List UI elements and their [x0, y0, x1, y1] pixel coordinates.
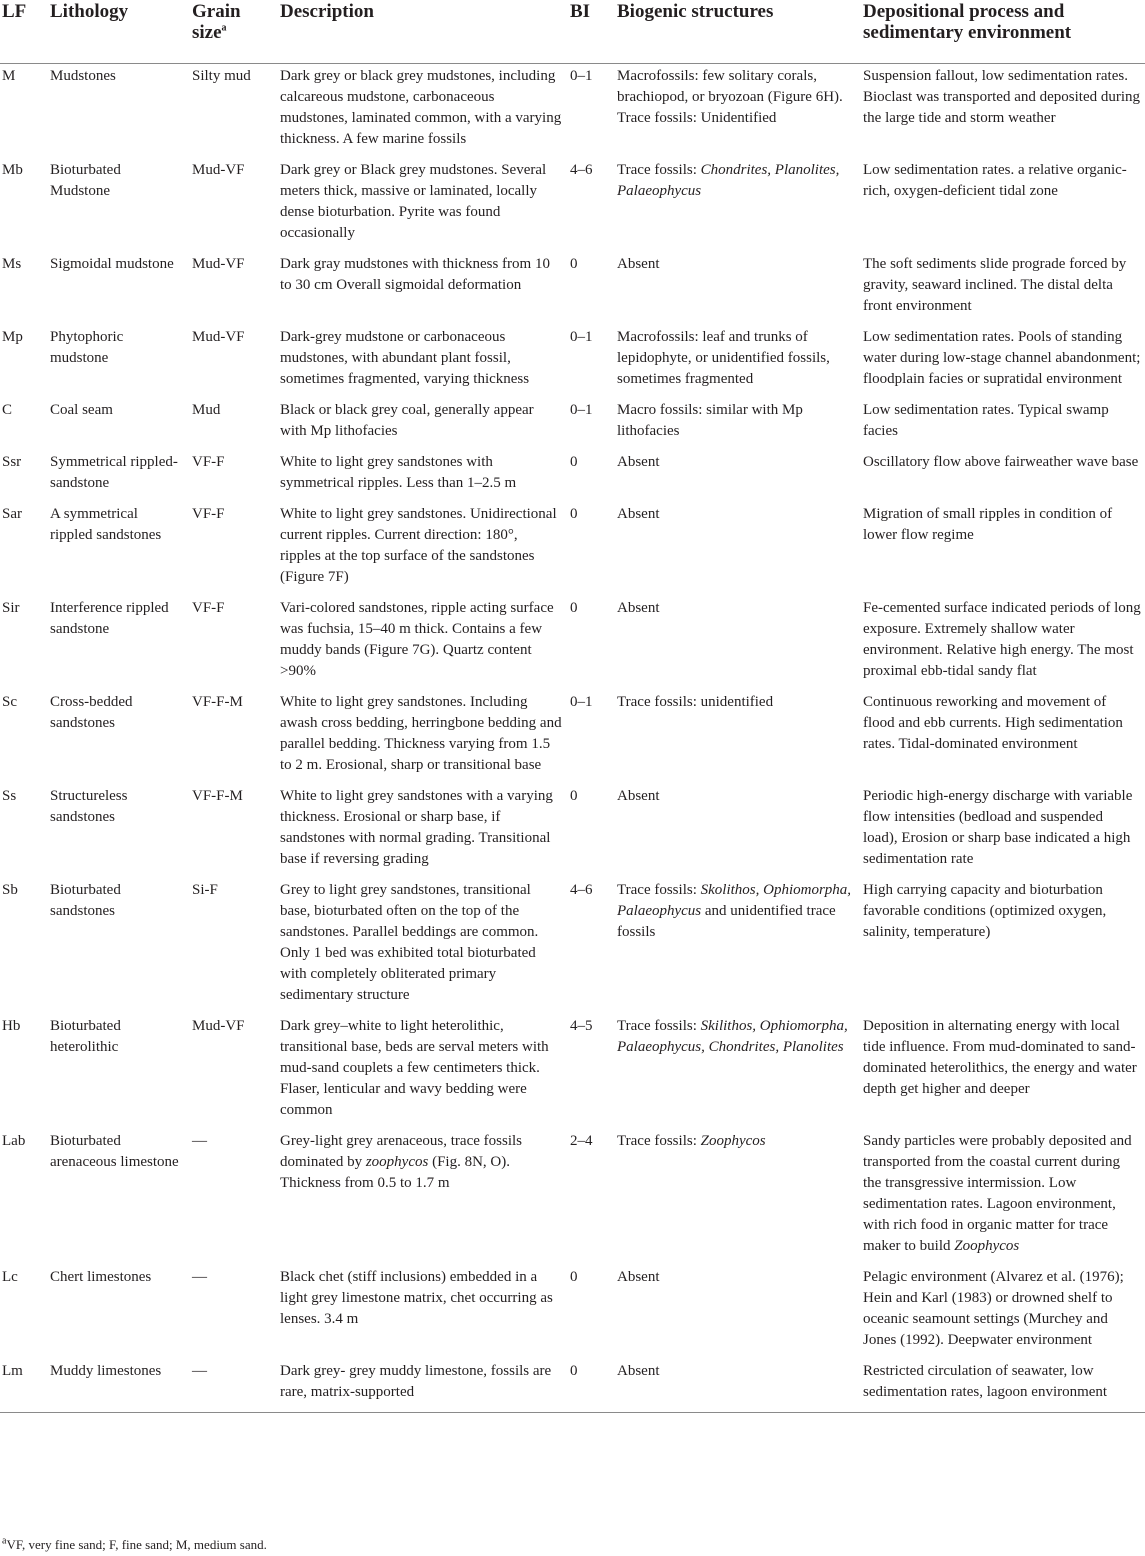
- text-run: Low sedimentation rates. a relative organic-rich, oxygen-deficient tidal zone: [863, 162, 1127, 199]
- cell-depositional-process: [859, 160, 1145, 254]
- text-run: Macrofossils: leaf and trunks of lepidophyte, or unidentified fossils, sometimes fragmented: [617, 329, 830, 387]
- cell-bi: 0–1: [570, 68, 593, 84]
- text-run: Continuous reworking and movement of flood and ebb currents. High sedimentation rates. Tidal-dominated environment: [863, 694, 1123, 752]
- cell-lf: Lc: [2, 1269, 18, 1285]
- cell-depositional-process: [859, 327, 1145, 400]
- text-run: High carrying capacity and bioturbation favorable conditions (optimized oxygen, salinity, temperature): [863, 882, 1107, 940]
- table-row: [0, 598, 1145, 692]
- cell-bi: 4–6: [570, 882, 593, 898]
- italic-text: Skolithos, Ophiomorpha, Palaeophycus: [617, 882, 852, 919]
- cell-bi: 0–1: [570, 402, 593, 418]
- text-run: Trace fossils:: [617, 1133, 701, 1149]
- cell-lf: Lm: [0, 1361, 46, 1413]
- text-run: and unidentified trace fossils: [617, 903, 836, 940]
- cell-lithology: Muddy limestones: [46, 1361, 188, 1413]
- table-row: [0, 400, 1145, 452]
- text-run: Sandy particles were probably deposited and transported from the coastal current during the transgressive intermission. Low sedimentation rates. Lagoon environment, with rich food in organic matter for trace maker to build: [863, 1133, 1132, 1254]
- cell-bi: 0–1: [570, 694, 593, 710]
- cell-lithology: Mudstones: [50, 68, 116, 84]
- cell-description: Black chet (stiff inclusions) embedded in a light grey limestone matrix, chet occurring as lenses. 3.4 m: [280, 1269, 553, 1327]
- italic-text: zoophycos: [365, 1154, 429, 1170]
- cell-description: White to light grey sandstones with symmetrical ripples. Less than 1–2.5 m: [280, 454, 517, 491]
- cell-lithology: Bioturbated heterolithic: [50, 1018, 121, 1055]
- cell-description: Dark gray mudstones with thickness from 10 to 30 cm Overall sigmoidal deformation: [280, 256, 550, 293]
- table-row: [0, 1361, 1145, 1413]
- cell-bi: 0: [570, 600, 578, 616]
- cell-bi: 0: [570, 788, 578, 804]
- cell-lf: Mp: [2, 329, 23, 345]
- cell-bi: 0: [570, 256, 578, 272]
- header-lithology: Lithology: [46, 0, 188, 64]
- cell-lithology: Coal seam: [50, 402, 113, 418]
- cell-bi: 0: [570, 1269, 578, 1285]
- cell-depositional-process: [859, 400, 1145, 452]
- text-run: Deposition in alternating energy with local tide influence. From mud-dominated to sand-dominated heterolithics, the energy and water depth get higher and deeper: [863, 1018, 1137, 1097]
- cell-grain-size: VF-F: [192, 600, 225, 616]
- italic-text: Chondrites, Planolites, Palaeophycus: [617, 162, 840, 199]
- cell-biogenic-structures: [613, 1016, 859, 1131]
- text-run: The soft sediments slide prograde forced by gravity, seaward inclined. The distal delta front environment: [863, 256, 1127, 314]
- text-run: Periodic high-energy discharge with variable flow intensities (bedload and suspended load), Erosion or sharp base indicated a high sedimentation rate: [863, 788, 1133, 867]
- cell-grain-size: Mud-VF: [192, 162, 245, 178]
- text-run: Trace fossils:: [617, 882, 701, 898]
- text-run: Macro fossils: similar with Mp lithofacies: [617, 402, 803, 439]
- cell-description: White to light grey sandstones. Unidirectional current ripples. Current direction: 180°, ripples at the top surface of the sandstones (Figure 7F): [280, 506, 557, 585]
- cell-bi: 0: [570, 506, 578, 522]
- cell-biogenic-structures: [613, 254, 859, 327]
- cell-biogenic-structures: [613, 452, 859, 504]
- cell-biogenic-structures: [613, 880, 859, 1016]
- table-row: [0, 452, 1145, 504]
- cell-lf: C: [2, 402, 13, 418]
- text-run: Absent: [617, 1363, 660, 1379]
- table-row: [0, 692, 1145, 786]
- text-run: Macrofossils: few solitary corals, brachiopod, or bryozoan (Figure 6H). Trace fossils: Unidentified: [617, 68, 843, 126]
- cell-depositional-process: [859, 452, 1145, 504]
- cell-lf: Ss: [2, 788, 17, 804]
- cell-description: Dark grey–white to light heterolithic, transitional base, beds are serval meters with mud-sand couplets a few centimeters thick. Flaser, lenticular and wavy bedding were common: [280, 1018, 549, 1118]
- cell-biogenic-structures: [613, 327, 859, 400]
- cell-lithology: Cross-bedded sandstones: [50, 694, 133, 731]
- table-row: [0, 1016, 1145, 1131]
- cell-lithology: A symmetrical rippled sandstones: [50, 506, 162, 543]
- cell-bi: 0–1: [570, 329, 593, 345]
- cell-biogenic-structures: [613, 1131, 859, 1267]
- italic-text: Zoophycos: [700, 1133, 766, 1149]
- cell-lithology: Interference rippled sandstone: [50, 600, 169, 637]
- cell-depositional-process: [859, 1131, 1145, 1267]
- cell-grain-size: —: [188, 1361, 276, 1413]
- italic-text: Skilithos, Ophiomorpha, Palaeophycus, Chondrites, Planolites: [617, 1018, 848, 1055]
- cell-biogenic-structures: [613, 400, 859, 452]
- cell-description: Vari-colored sandstones, ripple acting surface was fuchsia, 15–40 m thick. Contains a few muddy bands (Figure 7G). Quartz content >90%: [280, 600, 554, 679]
- cell-lf: Ms: [2, 256, 22, 272]
- cell-depositional-process: [859, 1267, 1145, 1361]
- text-run: Grey-light grey arenaceous, trace fossils dominated by: [280, 1133, 522, 1170]
- cell-depositional-process: [859, 504, 1145, 598]
- cell-depositional-process: [859, 1361, 1145, 1413]
- cell-depositional-process: [859, 1016, 1145, 1131]
- cell-grain-size: —: [192, 1133, 207, 1149]
- cell-depositional-process: [859, 880, 1145, 1016]
- cell-lithology: Bioturbated sandstones: [50, 882, 121, 919]
- cell-grain-size: Mud-VF: [192, 329, 245, 345]
- table-row: [0, 160, 1145, 254]
- cell-description: White to light grey sandstones with a varying thickness. Erosional or sharp base, if sandstones with normal grading. Transitional base if reversing grading: [280, 788, 553, 867]
- text-run: Absent: [617, 788, 660, 804]
- cell-depositional-process: [859, 598, 1145, 692]
- text-run: Trace fossils: unidentified: [617, 694, 774, 710]
- cell-lithology: Bioturbated arenaceous limestone: [50, 1133, 179, 1170]
- cell-description: Dark-grey mudstone or carbonaceous mudstones, with abundant plant fossil, sometimes fragmented, varying thickness: [280, 329, 530, 387]
- text-run: Low sedimentation rates. Pools of standing water during low-stage channel abandonment; floodplain facies or supratidal environment: [863, 329, 1141, 387]
- header-lf: LF: [0, 0, 46, 64]
- text-run: Restricted circulation of seawater, low sedimentation rates, lagoon environment: [863, 1363, 1108, 1400]
- header-depositional-process: Depositional process and sedimentary environment: [859, 0, 1145, 64]
- cell-lf: Mb: [2, 162, 23, 178]
- cell-grain-size: Mud-VF: [192, 256, 245, 272]
- cell-bi: 4–6: [570, 162, 593, 178]
- table-row: [0, 880, 1145, 1016]
- cell-lf: Lab: [2, 1133, 26, 1149]
- table-footnote: [2, 1537, 267, 1553]
- cell-description: White to light grey sandstones. Including awash cross bedding, herringbone bedding and parallel bedding. Thickness varying from 1.5 to 2 m. Erosional, sharp or transitional base: [280, 694, 562, 773]
- header-grain-size-label: Grain size: [192, 1, 241, 43]
- cell-lf: Hb: [2, 1018, 21, 1034]
- cell-description: Dark grey or Black grey mudstones. Several meters thick, massive or laminated, locally dense bioturbation. Pyrite was found occasionally: [280, 162, 547, 241]
- header-grain-size: [188, 0, 276, 64]
- cell-description: Dark grey or black grey mudstones, including calcareous mudstone, carbonaceous mudstones, laminated common, with a varying thickness. A few marine fossils: [280, 68, 562, 147]
- cell-lf: Sc: [2, 694, 17, 710]
- header-bi: BI: [566, 0, 613, 64]
- text-run: Suspension fallout, low sedimentation rates. Bioclast was transported and deposited during the large tide and storm weather: [863, 68, 1141, 126]
- table-row: [0, 1267, 1145, 1361]
- cell-grain-size: Mud: [192, 402, 221, 418]
- text-run: Absent: [617, 256, 660, 272]
- cell-grain-size: Silty mud: [192, 68, 251, 84]
- cell-grain-size: VF-F-M: [192, 788, 243, 804]
- table-row: [0, 64, 1145, 161]
- cell-grain-size: VF-F: [192, 506, 225, 522]
- cell-biogenic-structures: [613, 64, 859, 161]
- text-run: Absent: [617, 454, 660, 470]
- text-run: Low sedimentation rates. Typical swamp facies: [863, 402, 1109, 439]
- cell-lf: Ssr: [2, 454, 22, 470]
- cell-lithology: Chert limestones: [50, 1269, 152, 1285]
- cell-description: Grey to light grey sandstones, transitional base, bioturbated often on the top of the sandstones. Parallel beddings are common. Only 1 bed was exhibited total bioturbated with completely obliterated primary sedimentary structure: [280, 882, 539, 1003]
- cell-lithology: Phytophoric mudstone: [50, 329, 124, 366]
- table-row: [0, 254, 1145, 327]
- table-header: [0, 0, 1145, 64]
- cell-grain-size: VF-F: [192, 454, 225, 470]
- table-row: [0, 786, 1145, 880]
- text-run: Oscillatory flow above fairweather wave base: [863, 454, 1139, 470]
- text-run: Trace fossils:: [617, 162, 701, 178]
- cell-biogenic-structures: [613, 504, 859, 598]
- header-biogenic-structures: Biogenic structures: [613, 0, 859, 64]
- cell-depositional-process: [859, 786, 1145, 880]
- footnote-mark: a: [2, 1535, 7, 1547]
- cell-grain-size: Si-F: [192, 882, 218, 898]
- text-run: Absent: [617, 600, 660, 616]
- cell-bi: 4–5: [570, 1018, 593, 1034]
- cell-depositional-process: [859, 254, 1145, 327]
- italic-text: Zoophycos: [954, 1238, 1020, 1254]
- cell-biogenic-structures: [613, 1361, 859, 1413]
- cell-bi: 2–4: [570, 1133, 593, 1149]
- cell-bi: 0: [570, 454, 578, 470]
- text-run: Pelagic environment (Alvarez et al. (1976); Hein and Karl (1983) or drowned shelf to oceanic seamount settings (Murchey and Jones (1992). Deepwater environment: [863, 1269, 1124, 1348]
- cell-description: [276, 1131, 566, 1267]
- cell-biogenic-structures: [613, 160, 859, 254]
- cell-depositional-process: [859, 692, 1145, 786]
- cell-grain-size: —: [192, 1269, 207, 1285]
- cell-lf: M: [2, 68, 16, 84]
- cell-lithology: Sigmoidal mudstone: [50, 256, 174, 272]
- footnote-mark: a: [221, 22, 227, 34]
- text-run: Fe-cemented surface indicated periods of long exposure. Extremely shallow water environment. Relative high energy. The most proximal ebb-tidal sandy flat: [863, 600, 1141, 679]
- cell-description: Black or black grey coal, generally appear with Mp lithofacies: [280, 402, 534, 439]
- header-description: Description: [276, 0, 566, 64]
- cell-depositional-process: [859, 64, 1145, 161]
- text-run: Migration of small ripples in condition of lower flow regime: [863, 506, 1113, 543]
- cell-lf: Sir: [2, 600, 20, 616]
- cell-lf: Sar: [2, 506, 22, 522]
- text-run: Absent: [617, 1269, 660, 1285]
- cell-lithology: Symmetrical rippled-sandstone: [50, 454, 178, 491]
- table-row: [0, 327, 1145, 400]
- text-run: Absent: [617, 506, 660, 522]
- table-body: [0, 64, 1145, 1413]
- cell-grain-size: Mud-VF: [192, 1018, 245, 1034]
- cell-lithology: Bioturbated Mudstone: [50, 162, 121, 199]
- cell-biogenic-structures: [613, 786, 859, 880]
- footnote-text: VF, very fine sand; F, fine sand; M, medium sand.: [6, 1537, 267, 1552]
- cell-bi: 0: [566, 1361, 613, 1413]
- cell-lithology: Structureless sandstones: [50, 788, 128, 825]
- text-run: Trace fossils:: [617, 1018, 701, 1034]
- cell-biogenic-structures: [613, 598, 859, 692]
- cell-biogenic-structures: [613, 692, 859, 786]
- table-row: [0, 1131, 1145, 1267]
- cell-lf: Sb: [2, 882, 18, 898]
- cell-description: Dark grey- grey muddy limestone, fossils are rare, matrix-supported: [276, 1361, 566, 1413]
- table-row: [0, 504, 1145, 598]
- cell-grain-size: VF-F-M: [192, 694, 243, 710]
- cell-biogenic-structures: [613, 1267, 859, 1361]
- text-run: (Fig. 8N, O). Thickness from 0.5 to 1.7 m: [280, 1154, 510, 1191]
